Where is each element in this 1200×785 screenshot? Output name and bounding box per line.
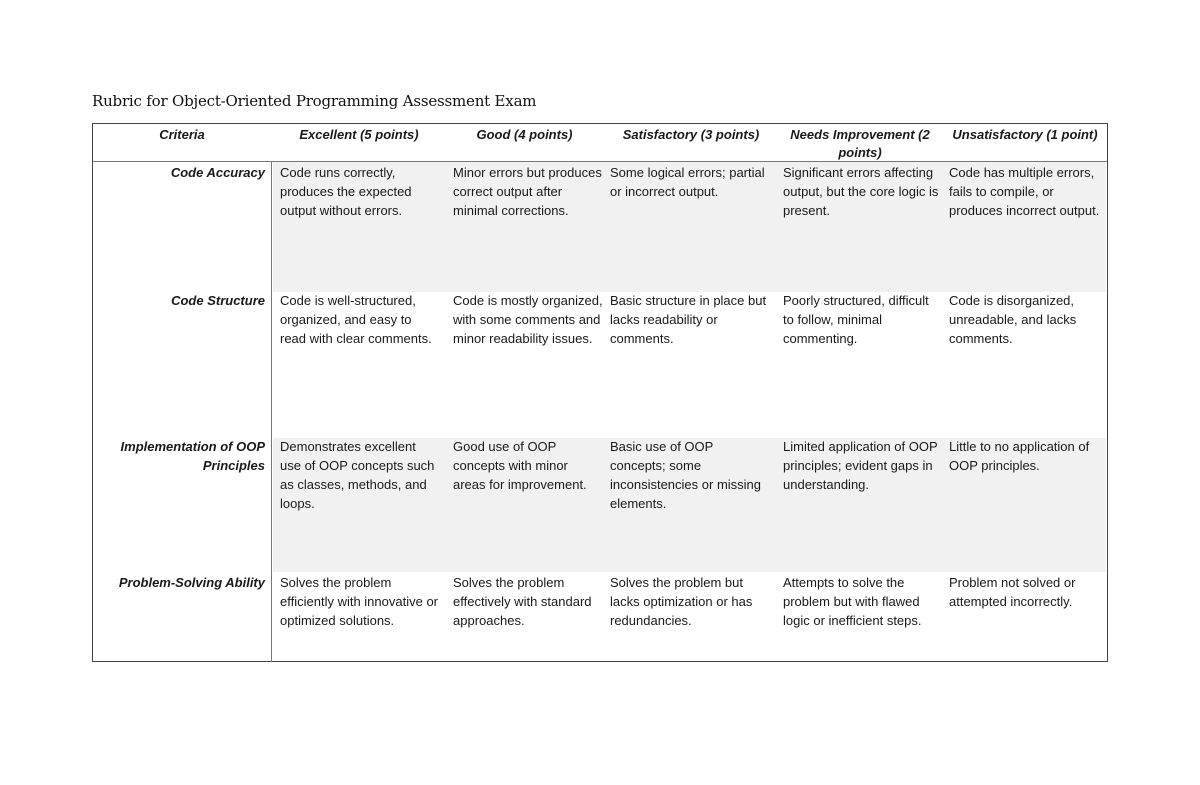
- header-unsatisfactory: Unsatisfactory (1 point): [952, 127, 1098, 142]
- table-cell: Solves the problem but lacks optimization or has redundancies.: [610, 575, 753, 628]
- header-satisfactory: Satisfactory (3 points): [622, 127, 760, 142]
- table-cell: Problem not solved or attempted incorrectly.: [949, 575, 1076, 609]
- table-cell: Basic structure in place but lacks readability or comments.: [610, 293, 767, 346]
- table-cell: Code has multiple errors, fails to compile, or produces incorrect output.: [949, 165, 1100, 218]
- table-cell: Code runs correctly, produces the expected output without errors.: [280, 165, 412, 218]
- table-cell: Poorly structured, difficult to follow, minimal commenting.: [783, 293, 929, 346]
- criterion-problem-solving: Problem-Solving Ability: [118, 575, 265, 590]
- table-cell: Solves the problem effectively with standard approaches.: [453, 575, 592, 628]
- table-cell: Demonstrates excellent use of OOP concepts such as classes, methods, and loops.: [280, 439, 435, 511]
- criterion-code-accuracy: Code Accuracy: [170, 165, 265, 180]
- table-cell: Significant errors affecting output, but the core logic is present.: [783, 165, 939, 218]
- table-cell: Code is well-structured, organized, and easy to read with clear comments.: [280, 293, 432, 346]
- table-cell: Limited application of OOP principles; evident gaps in understanding.: [783, 439, 938, 492]
- header-good: Good (4 points): [476, 127, 573, 142]
- table-cell: Some logical errors; partial or incorrect output.: [610, 165, 765, 199]
- header-excellent: Excellent (5 points): [299, 127, 419, 142]
- table-cell: Basic use of OOP concepts; some inconsistencies or missing elements.: [610, 439, 762, 511]
- table-cell: Good use of OOP concepts with minor areas for improvement.: [453, 439, 587, 492]
- header-needs-improvement: Needs Improvement (2 points): [790, 127, 930, 160]
- document-title: Rubric for Object-Oriented Programming Assessment Exam: [92, 92, 537, 110]
- rubric-table: [92, 123, 1108, 662]
- table-header-row: [93, 124, 1107, 162]
- criterion-oop-principles: Implementation of OOP Principles: [120, 439, 265, 473]
- table-cell: Attempts to solve the problem but with flawed logic or inefficient steps.: [783, 575, 922, 628]
- header-criteria: Criteria: [159, 127, 205, 142]
- table-cell: Code is mostly organized, with some comments and minor readability issues.: [453, 293, 603, 346]
- table-cell: Minor errors but produces correct output after minimal corrections.: [453, 165, 602, 218]
- table-cell: Code is disorganized, unreadable, and lacks comments.: [949, 293, 1077, 346]
- criterion-code-structure: Code Structure: [171, 293, 265, 308]
- table-cell: Little to no application of OOP principles.: [949, 439, 1090, 473]
- column-divider: [271, 162, 272, 662]
- table-cell: Solves the problem efficiently with innovative or optimized solutions.: [280, 575, 439, 628]
